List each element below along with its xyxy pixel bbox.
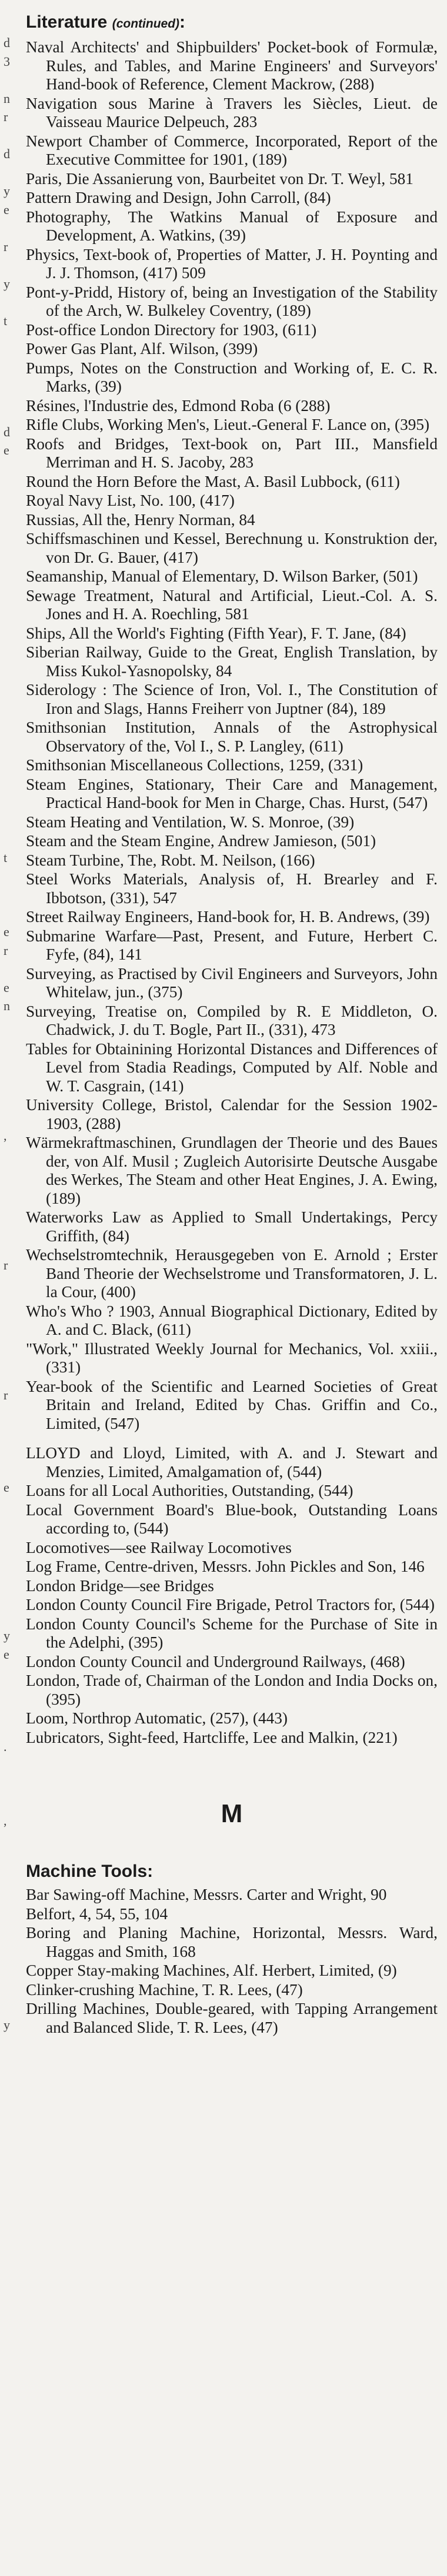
literature-heading: [26, 12, 438, 35]
margin-fragment: e: [4, 980, 9, 995]
index-entry: London, Trade of, Chairman of the London and India Docks on, (395): [26, 1672, 438, 1708]
margin-fragment: r: [4, 943, 8, 958]
letter-heading: M: [221, 1799, 243, 1828]
margin-fragment: r: [4, 109, 8, 124]
index-entry: Smithsonian Institution, Annals of the Astrophysical Observatory of the, Vol I., S. P. Langley, (611): [26, 719, 438, 755]
index-entry: Locomotives—see Railway Locomotives: [26, 1538, 292, 1556]
machine-tools-heading: Machine Tools:: [26, 1862, 154, 1881]
left-margin-fragments: [0, 0, 24, 2576]
margin-fragment: r: [4, 1387, 8, 1402]
index-entry: Rifle Clubs, Working Men's, Lieut.-General F. Lance on, (395): [26, 416, 430, 433]
index-entry: Physics, Text-book of, Properties of Matter, J. H. Poynting and J. J. Thomson, (417) 509: [26, 245, 438, 282]
margin-fragment: d: [4, 146, 10, 161]
index-entry: Seamanship, Manual of Elementary, D. Wilson Barker, (501): [26, 567, 418, 585]
index-entry: Submarine Warfare—Past, Present, and Future, Herbert C. Fyfe, (84), 141: [26, 927, 438, 963]
index-entry: Smithsonian Miscellaneous Collections, 1259, (331): [26, 756, 363, 774]
literature-continued: (continued): [112, 17, 180, 31]
literature-suffix: :: [179, 12, 186, 32]
index-entry: Copper Stay-making Machines, Alf. Herbert, Limited, (9): [26, 1962, 397, 1979]
index-entry: Loom, Northrop Automatic, (257), (443): [26, 1709, 288, 1727]
margin-fragment: r: [4, 239, 8, 254]
index-entry: Roofs and Bridges, Text-book on, Part III., Mansfield Merriman and H. S. Jacoby, 283: [26, 435, 438, 471]
margin-fragment: d: [4, 35, 10, 50]
index-entry: Siderology : The Science of Iron, Vol. I., The Constitution of Iron and Slags, Hanns Freiherr von Juptner (84), 189: [26, 681, 438, 717]
index-entry: Power Gas Plant, Alf. Wilson, (399): [26, 340, 258, 358]
margin-fragment: y: [4, 276, 10, 291]
index-entry: Paris, Die Assanierung von, Baurbeitet von Dr. T. Weyl, 581: [26, 169, 413, 188]
machine-tools-list: [26, 1886, 438, 2037]
index-entry: Waterworks Law as Applied to Small Undertakings, Percy Griffith, (84): [26, 1208, 438, 1245]
margin-fragment: e: [4, 924, 9, 939]
index-entry: Steam Heating and Ventilation, W. S. Monroe, (39): [26, 813, 355, 831]
index-entry: Local Government Board's Blue-book, Outstanding Loans according to, (544): [26, 1501, 438, 1537]
index-entry: London Bridge—see Bridges: [26, 1576, 214, 1595]
margin-fragment: d: [4, 424, 10, 439]
literature-title: Literature: [26, 12, 108, 32]
index-entry: London County Council's Scheme for the Purchase of Site in the Adelphi, (395): [26, 1615, 438, 1651]
section-gap: [26, 1434, 438, 1444]
margin-fragment: y: [4, 183, 10, 198]
margin-fragment: 3: [4, 54, 10, 69]
margin-fragment: n: [4, 998, 10, 1013]
index-entry: Naval Architects' and Shipbuilders' Pocket-book of Formulæ, Rules, and Tables, and Marine Engineers' and Surveyors' Hand-book of Reference, Clement Mackrow, (288): [26, 38, 438, 93]
index-entry: Wärmekraftmaschinen, Grundlagen der Theorie und des Baues der, von Alf. Musil ; Zugleich Autorisirte Deutsche Ausgabe des Werkes, The Steam and other Heat Engines, J. A. Ewing, (189): [26, 1134, 438, 1207]
index-entry: Résines, l'Industrie des, Edmond Roba (6 (288): [26, 396, 331, 415]
margin-fragment: y: [4, 2017, 10, 2032]
index-entry: Steam Engines, Stationary, Their Care and Management, Practical Hand-book for Men in Charge, Chas. Hurst, (547): [26, 775, 438, 811]
index-entry: Sewage Treatment, Natural and Artificial, Lieut.-Col. A. S. Jones and H. A. Roechling, 581: [26, 586, 438, 623]
index-entry: "Work," Illustrated Weekly Journal for Mechanics, Vol. xxiii., (331): [26, 1339, 438, 1376]
index-entry: Drilling Machines, Double-geared, with Tapping Arrangement and Balanced Slide, T. R. Lees, (47): [26, 2000, 438, 2036]
index-entry: Clinker-crushing Machine, T. R. Lees, (47): [26, 1980, 303, 1999]
index-entry: Steel Works Materials, Analysis of, H. Brearley and F. Ibbotson, (331), 547: [26, 870, 438, 907]
index-entry: Belfort, 4, 54, 55, 104: [26, 1905, 168, 1923]
index-entry: Year-book of the Scientific and Learned Societies of Great Britain and Ireland, Edited by Chas. Griffin and Co., Limited, (547): [26, 1377, 438, 1432]
literature-list: [26, 38, 438, 1433]
index-entry: Pont-y-Pridd, History of, being an Investigation of the Stability of the Arch, W. Bulkeley Coventry, (189): [26, 283, 438, 319]
margin-fragment: ,: [4, 1128, 7, 1143]
index-entry: Russias, All the, Henry Norman, 84: [26, 510, 255, 529]
margin-fragment: y: [4, 1628, 10, 1643]
index-column: [26, 12, 438, 2037]
index-entry: Who's Who ? 1903, Annual Biographical Dictionary, Edited by A. and C. Black, (611): [26, 1302, 438, 1338]
index-entry: Navigation sous Marine à Travers les Siècles, Lieut. de Vaisseau Maurice Delpeuch, 283: [26, 94, 438, 131]
margin-fragment: e: [4, 443, 9, 457]
margin-fragment: e: [4, 1646, 9, 1662]
index-entry: Royal Navy List, No. 100, (417): [26, 492, 235, 509]
margin-fragment: t: [4, 850, 8, 865]
index-entry: Boring and Planing Machine, Horizontal, Messrs. Ward, Haggas and Smith, 168: [26, 1924, 438, 1960]
index-entry: Newport Chamber of Commerce, Incorporated, Report of the Executive Committee for 1901, (189): [26, 132, 438, 168]
index-entry: Tables for Obtainining Horizontal Distances and Differences of Level from Stadia Readings, Computed by Alf. Noble and W. T. Casgrain, (141): [26, 1040, 438, 1095]
margin-fragment: r: [4, 1258, 8, 1272]
index-entry: Pattern Drawing and Design, John Carroll, (84): [26, 189, 331, 206]
index-entry: Photography, The Watkins Manual of Exposure and Development, A. Watkins, (39): [26, 208, 438, 244]
index-entry: Surveying, Treatise on, Compiled by R. E Middleton, O. Chadwick, J. du T. Bogle, Part II., (331), 473: [26, 1002, 438, 1038]
index-entry: Post-office London Directory for 1903, (611): [26, 320, 317, 339]
index-entry: University College, Bristol, Calendar for the Session 1902-1903, (288): [26, 1096, 438, 1132]
index-entry: London County Council and Underground Railways, (468): [26, 1652, 405, 1670]
margin-fragment: e: [4, 202, 9, 217]
margin-fragment: ,: [4, 1813, 7, 1828]
index-entry: Surveying, as Practised by Civil Engineers and Surveyors, John Whitelaw, jun., (375): [26, 964, 438, 1001]
index-entry: Loans for all Local Authorities, Outstanding, (544): [26, 1482, 353, 1499]
index-entry: Wechselstromtechnik, Herausgegeben von E. Arnold ; Erster Band Theorie der Wechselstrome und Transformatoren, J. L. la Cour, (400): [26, 1246, 438, 1301]
margin-fragment: n: [4, 91, 10, 106]
margin-fragment: e: [4, 1480, 9, 1495]
index-entry: Schiffsmaschinen und Kessel, Berechnung u. Konstruktion der, von Dr. G. Bauer, (417): [26, 530, 438, 566]
index-entry: Ships, All the World's Fighting (Fifth Year), F. T. Jane, (84): [26, 624, 406, 642]
margin-fragment: t: [4, 313, 8, 328]
index-entry: Bar Sawing-off Machine, Messrs. Carter and Wright, 90: [26, 1886, 387, 1903]
index-entry: London County Council Fire Brigade, Petrol Tractors for, (544): [26, 1596, 435, 1613]
margin-fragment: .: [4, 1739, 7, 1754]
index-entry: Log Frame, Centre-driven, Messrs. John Pickles and Son, 146: [26, 1558, 425, 1575]
index-entry: Street Railway Engineers, Hand-book for, H. B. Andrews, (39): [26, 908, 430, 926]
l-entries-list: [26, 1444, 438, 1747]
index-entry: Pumps, Notes on the Construction and Working of, E. C. R. Marks, (39): [26, 359, 438, 395]
index-entry: LLOYD and Lloyd, Limited, with A. and J. Stewart and Menzies, Limited, Amalgamation of, (544): [26, 1444, 438, 1481]
index-entry: Lubricators, Sight-feed, Hartcliffe, Lee and Malkin, (221): [26, 1728, 398, 1746]
index-entry: Steam Turbine, The, Robt. M. Neilson, (166): [26, 851, 315, 869]
index-entry: Round the Horn Before the Mast, A. Basil Lubbock, (611): [26, 472, 400, 490]
index-entry: Steam and the Steam Engine, Andrew Jamieson, (501): [26, 832, 376, 850]
index-entry: Siberian Railway, Guide to the Great, English Translation, by Miss Kukol-Yasnopolsky, 84: [26, 643, 438, 680]
